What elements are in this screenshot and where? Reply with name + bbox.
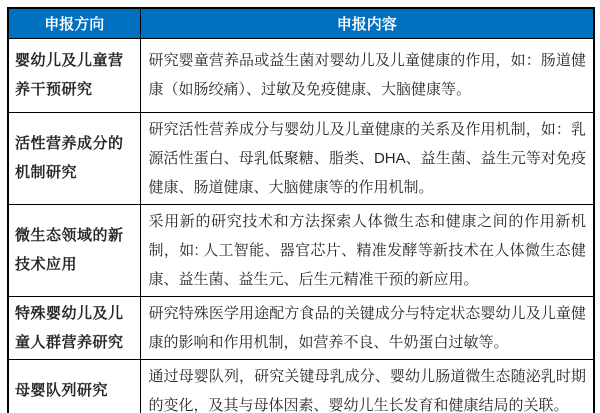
- direction-cell: 活性营养成分的机制研究: [8, 112, 140, 204]
- content-cell: 研究活性营养成分与婴幼儿及儿童健康的关系及作用机制，如：乳源活性蛋白、母乳低聚糖、脂类、DHA、益生菌、益生元等对免疫健康、肠道健康、大脑健康等的作用机制。: [140, 112, 594, 204]
- header-cell-content: 申报内容: [140, 8, 594, 38]
- content-cell: 研究特殊医学用途配方食品的关键成分与特定状态婴幼儿及儿童健康的影响和作用机制，如营养不良、牛奶蛋白过敏等。: [140, 296, 594, 359]
- content-cell: 通过母婴队列，研究关键母乳成分、婴幼儿肠道微生态随泌乳时期的变化，及其与母体因素、婴幼儿生长发育和健康结局的关联。: [140, 359, 594, 413]
- table-row: [8, 296, 594, 359]
- direction-cell: 婴幼儿及儿童营养干预研究: [8, 38, 140, 112]
- table-row: [8, 204, 594, 296]
- direction-cell: 微生态领域的新技术应用: [8, 204, 140, 296]
- content-cell: 采用新的研究技术和方法探索人体微生态和健康之间的作用新机制，如: 人工智能、器官芯片、精准发酵等新技术在人体微生态健康、益生菌、益生元、后生元精准干预的新应用。: [140, 204, 594, 296]
- direction-cell: 母婴队列研究: [8, 359, 140, 413]
- table-row: [8, 112, 594, 204]
- application-directions-table: [7, 7, 595, 413]
- table-row: [8, 38, 594, 112]
- table-header-row: [8, 8, 594, 38]
- header-cell-direction: 申报方向: [8, 8, 140, 38]
- direction-cell: 特殊婴幼儿及儿童人群营养研究: [8, 296, 140, 359]
- table-row: [8, 359, 594, 413]
- content-cell: 研究婴童营养品或益生菌对婴幼儿及儿童健康的作用，如：肠道健康（如肠绞痛）、过敏及免疫健康、大脑健康等。: [140, 38, 594, 112]
